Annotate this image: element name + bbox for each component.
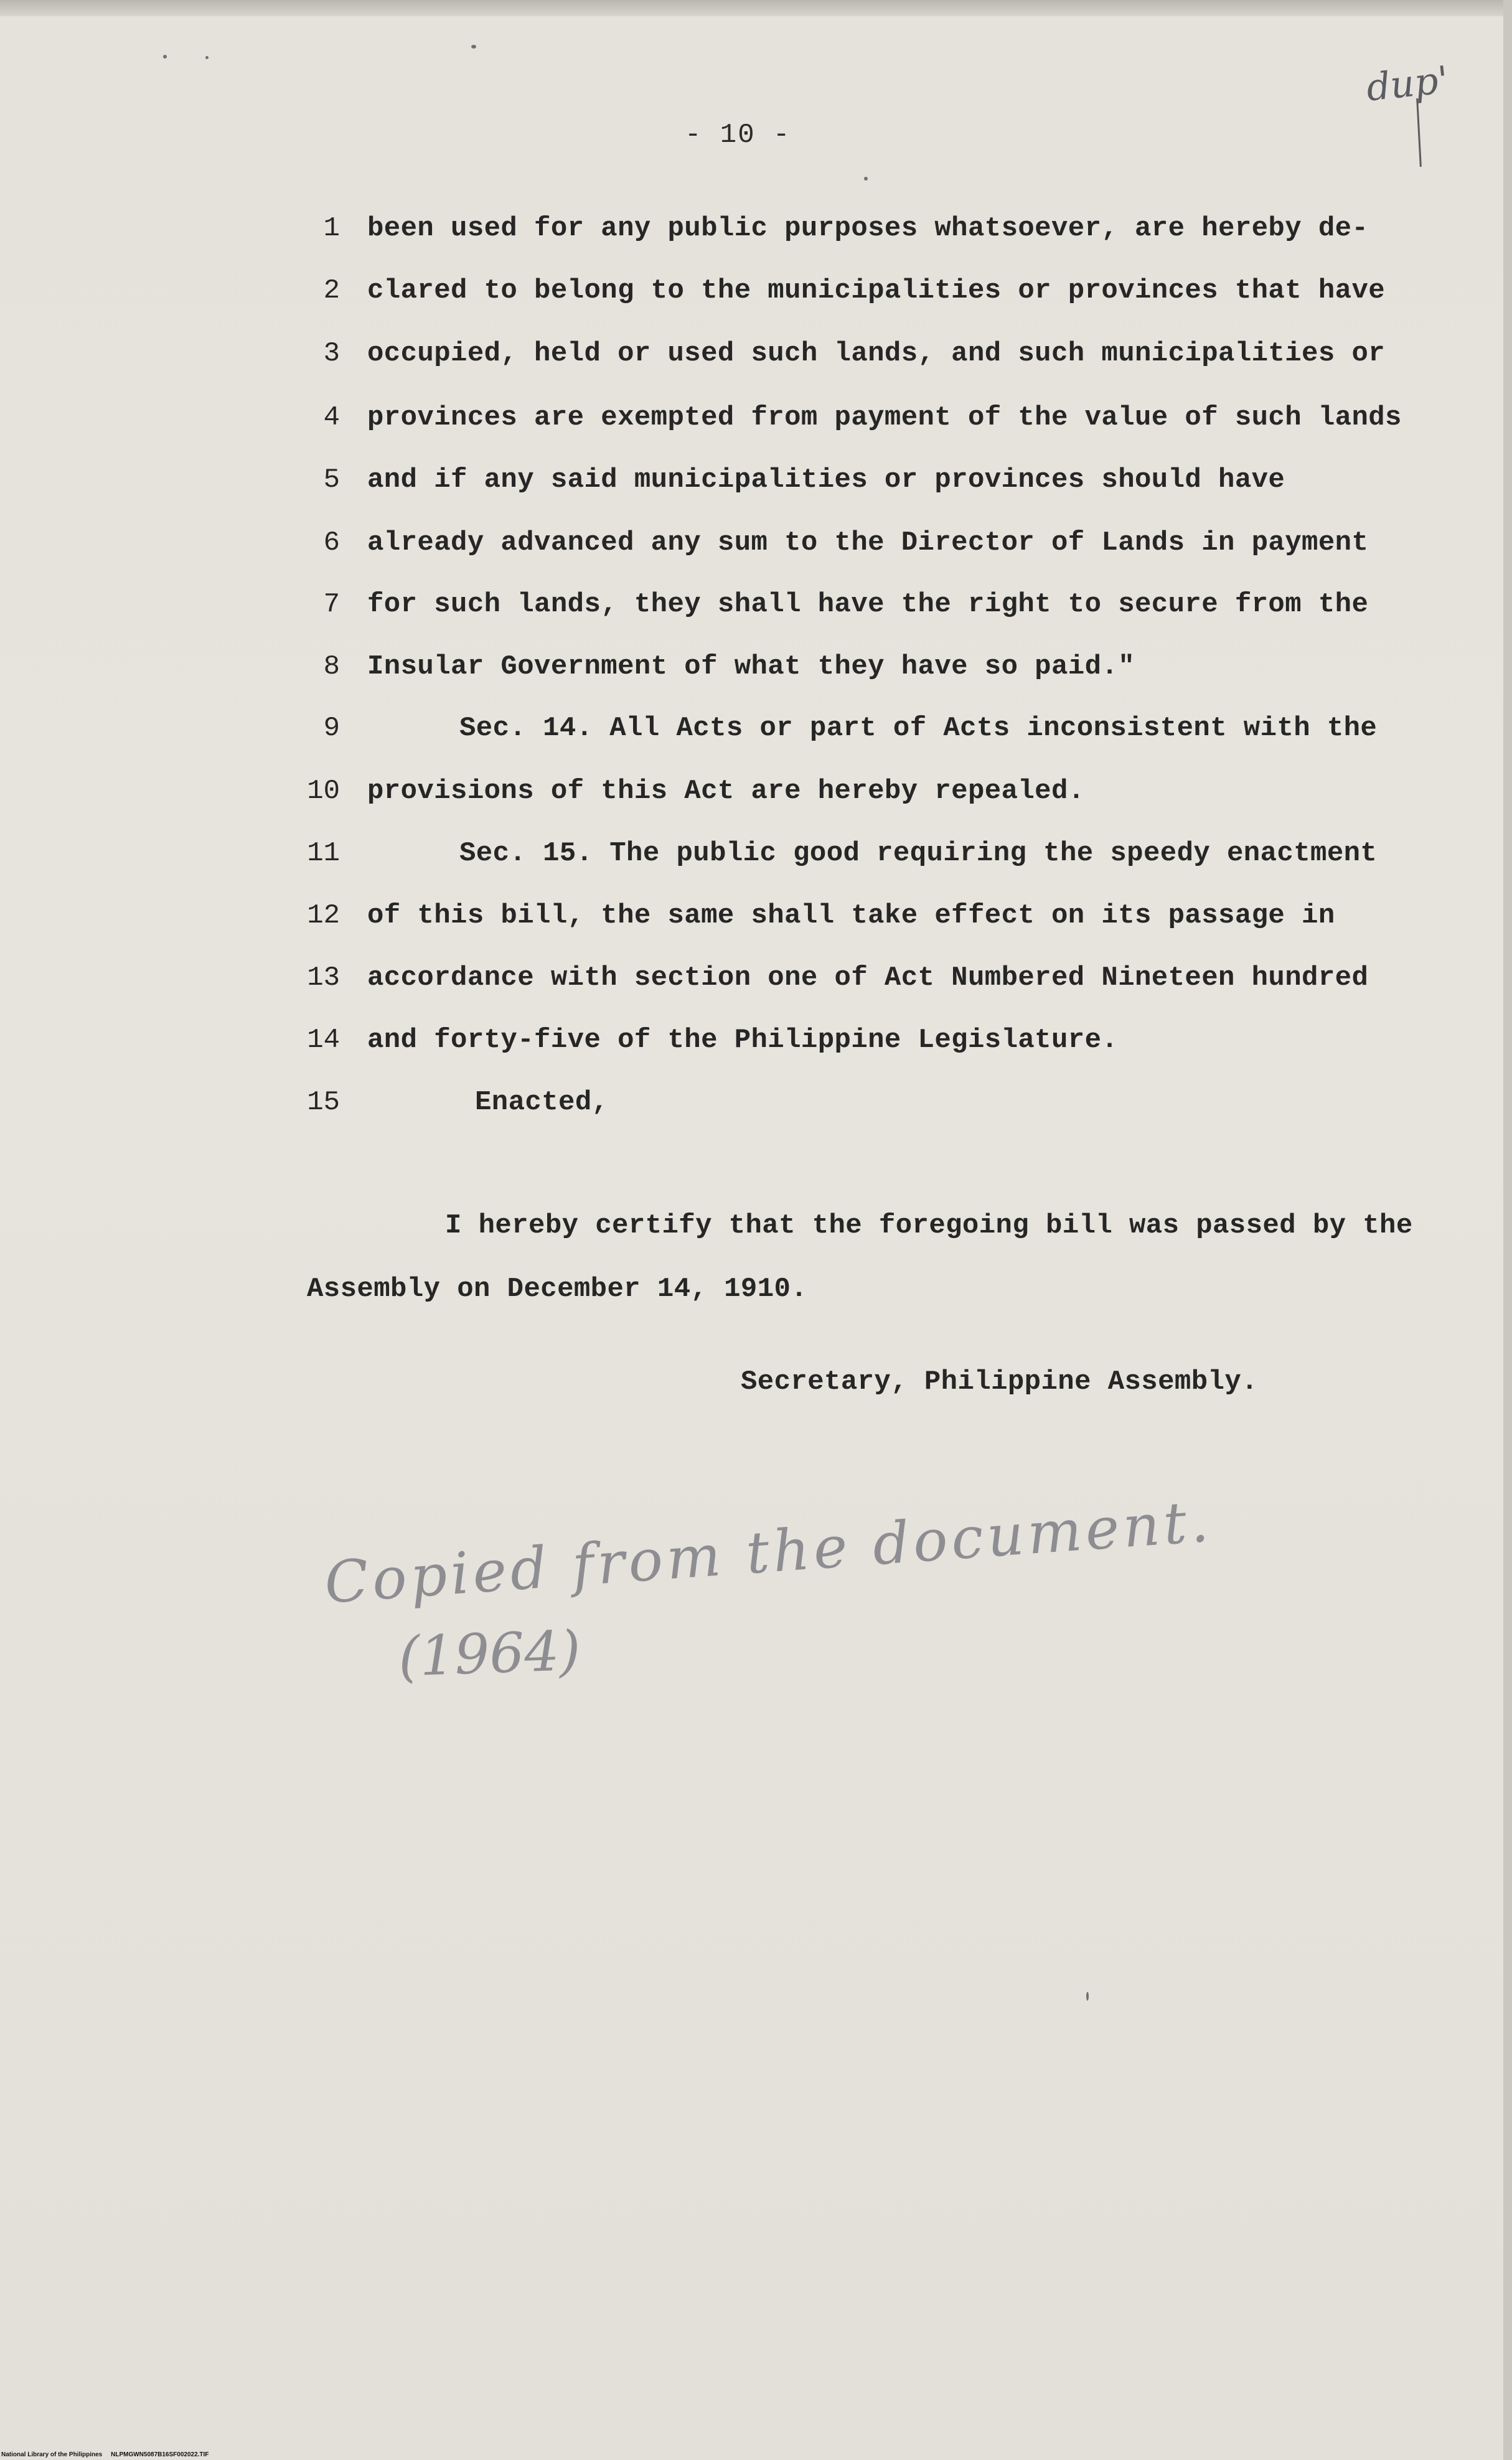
bill-line [0, 776, 1432, 813]
scan-footer-label: National Library of the Philippines NLPMGWN5087B16SF002022.TIF [1, 2451, 209, 2458]
line-number: 3 [323, 338, 340, 369]
scan-speck [471, 45, 476, 49]
certification-line-1: I hereby certify that the foregoing bill was passed by the [445, 1210, 1413, 1241]
line-text: Sec. 14. All Acts or part of Acts inconsistent with the [459, 713, 1378, 744]
line-text: Sec. 15. The public good requiring the speedy enactment [459, 838, 1378, 869]
line-number: 5 [323, 464, 340, 495]
scan-speck [163, 55, 167, 59]
line-text: clared to belong to the municipalities or provinces that have [367, 275, 1386, 306]
bill-line [0, 402, 1432, 439]
line-text: provinces are exempted from payment of the value of such lands [367, 402, 1402, 433]
bill-line [0, 213, 1432, 250]
line-number: 6 [323, 527, 340, 558]
bill-line [0, 275, 1432, 312]
scan-right-edge [1503, 0, 1512, 2460]
scan-top-edge [0, 0, 1512, 16]
margin-note-dup: dup' [1364, 58, 1451, 110]
line-text: Insular Government of what they have so paid." [367, 651, 1135, 682]
bill-line [0, 1025, 1432, 1062]
line-text: provisions of this Act are hereby repealed. [367, 776, 1085, 807]
line-text: accordance with section one of Act Numbered Nineteen hundred [367, 962, 1369, 993]
bill-line [0, 589, 1432, 626]
bill-line [0, 962, 1432, 1000]
bill-line [0, 900, 1432, 937]
line-number: 1 [323, 213, 340, 244]
line-number: 8 [323, 651, 340, 682]
line-text: and if any said municipalities or provinces should have [367, 464, 1285, 495]
line-text: already advanced any sum to the Director of Lands in payment [367, 527, 1369, 558]
line-number: 13 [307, 962, 340, 993]
page-number: - 10 - [685, 120, 791, 151]
line-number: 7 [323, 589, 340, 620]
bill-line [0, 838, 1432, 875]
line-text: been used for any public purposes whatsoever, are hereby de- [367, 213, 1369, 244]
line-text: of this bill, the same shall take effect on its passage in [367, 900, 1335, 931]
bill-line [0, 1087, 1432, 1124]
line-number: 10 [307, 776, 340, 807]
bill-line [0, 651, 1432, 688]
handwritten-year-note: (1964) [397, 1618, 582, 1689]
line-text: for such lands, they shall have the right to secure from the [367, 589, 1369, 620]
scan-speck [1086, 1992, 1089, 2001]
line-number: 9 [323, 713, 340, 744]
line-number: 4 [323, 402, 340, 433]
line-number: 14 [307, 1025, 340, 1056]
line-text: occupied, held or used such lands, and such municipalities or [367, 338, 1386, 369]
line-number: 12 [307, 900, 340, 931]
margin-note-stroke [1416, 98, 1422, 167]
handwritten-copy-note: Copied from the document. [322, 1488, 1214, 1617]
line-text: Enacted, [475, 1087, 609, 1118]
secretary-signature-line: Secretary, Philippine Assembly. [741, 1366, 1258, 1397]
bill-line [0, 713, 1432, 750]
line-number: 2 [323, 275, 340, 306]
bill-line [0, 464, 1432, 502]
line-number: 15 [307, 1087, 340, 1118]
certification-line-2: Assembly on December 14, 1910. [307, 1274, 808, 1305]
scan-speck [864, 177, 868, 181]
line-number: 11 [307, 838, 340, 869]
scan-speck [205, 56, 209, 59]
bill-line [0, 527, 1432, 565]
bill-line [0, 338, 1432, 375]
line-text: and forty-five of the Philippine Legislature. [367, 1025, 1119, 1056]
